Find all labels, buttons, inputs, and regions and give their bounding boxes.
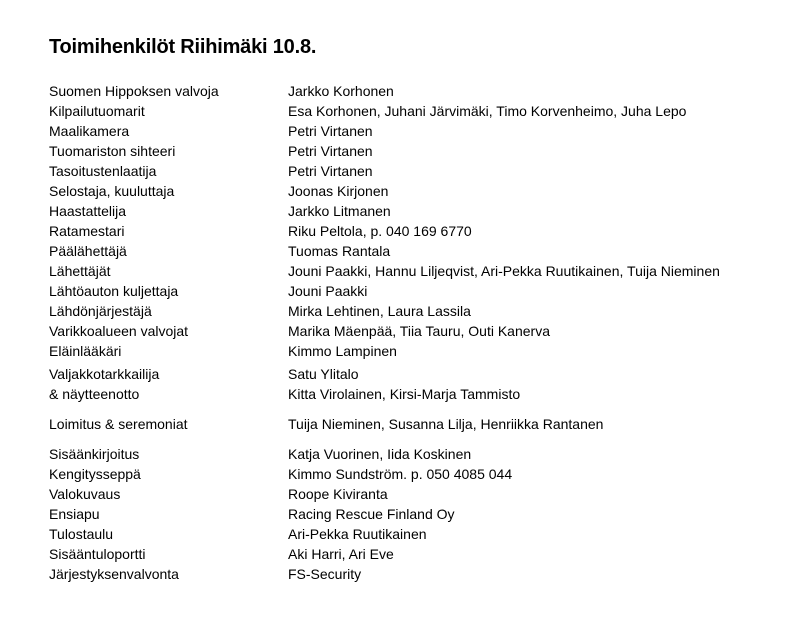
list-item	[49, 281, 789, 301]
person-names: Mirka Lehtinen, Laura Lassila	[288, 303, 471, 319]
person-names: Joonas Kirjonen	[288, 183, 389, 199]
role-label: Ratamestari	[49, 223, 125, 239]
list-item	[49, 301, 789, 321]
list-item	[49, 384, 789, 404]
person-names: Aki Harri, Ari Eve	[288, 546, 394, 562]
list-item	[49, 101, 789, 121]
person-names: Roope Kiviranta	[288, 486, 388, 502]
role-label: Valjakkotarkkailija	[49, 366, 160, 382]
role-label: Kengitysseppä	[49, 466, 141, 482]
list-item	[49, 341, 789, 361]
role-label: Suomen Hippoksen valvoja	[49, 83, 219, 99]
role-label: Tasoitustenlaatija	[49, 163, 157, 179]
list-item	[49, 181, 789, 201]
role-label: Ensiapu	[49, 506, 100, 522]
person-names: Racing Rescue Finland Oy	[288, 506, 455, 522]
person-names: Kitta Virolainen, Kirsi-Marja Tammisto	[288, 386, 521, 402]
list-item	[49, 121, 789, 141]
person-names: Marika Mäenpää, Tiia Tauru, Outi Kanerva	[288, 323, 550, 339]
list-item	[49, 444, 789, 464]
role-label: Maalikamera	[49, 123, 130, 139]
person-names: Kimmo Sundström. p. 050 4085 044	[288, 466, 513, 482]
role-label: Sisäänkirjoitus	[49, 446, 140, 462]
person-names: Petri Virtanen	[288, 163, 373, 179]
list-item	[49, 544, 789, 564]
role-label: Lähdönjärjestäjä	[49, 303, 152, 319]
role-label: Tulostaulu	[49, 526, 114, 542]
role-label: Valokuvaus	[49, 486, 121, 502]
list-item	[49, 364, 789, 384]
list-item	[49, 484, 789, 504]
list-item	[49, 504, 789, 524]
person-names: Jarkko Korhonen	[288, 83, 394, 99]
person-names: Tuija Nieminen, Susanna Lilja, Henriikka Rantanen	[288, 416, 604, 432]
role-label: Loimitus & seremoniat	[49, 416, 188, 432]
person-names: Petri Virtanen	[288, 123, 373, 139]
list-item	[49, 81, 789, 101]
person-names: Jarkko Litmanen	[288, 203, 391, 219]
person-names: Riku Peltola, p. 040 169 6770	[288, 223, 472, 239]
list-item	[49, 414, 789, 434]
role-label: Sisääntuloportti	[49, 546, 146, 562]
person-names: Esa Korhonen, Juhani Järvimäki, Timo Korvenheimo, Juha Lepo	[288, 103, 687, 119]
officials-list	[49, 81, 789, 584]
role-label: Tuomariston sihteeri	[49, 143, 176, 159]
role-label: Lähettäjät	[49, 263, 111, 279]
role-label: Kilpailutuomarit	[49, 103, 145, 119]
role-label: & näytteenotto	[49, 386, 140, 402]
person-names: Katja Vuorinen, Iida Koskinen	[288, 446, 472, 462]
person-names: Satu Ylitalo	[288, 366, 359, 382]
list-item	[49, 221, 789, 241]
person-names: Jouni Paakki, Hannu Liljeqvist, Ari-Pekka Ruutikainen, Tuija Nieminen	[288, 263, 720, 279]
person-names: Tuomas Rantala	[288, 243, 391, 259]
list-item	[49, 141, 789, 161]
person-names: Petri Virtanen	[288, 143, 373, 159]
list-item	[49, 464, 789, 484]
role-label: Lähtöauton kuljettaja	[49, 283, 179, 299]
role-label: Järjestyksenvalvonta	[49, 566, 179, 582]
list-item	[49, 321, 789, 341]
role-label: Haastattelija	[49, 203, 127, 219]
role-label: Eläinlääkäri	[49, 343, 122, 359]
list-item	[49, 241, 789, 261]
person-names: Jouni Paakki	[288, 283, 368, 299]
page-title: Toimihenkilöt Riihimäki 10.8.	[49, 36, 317, 58]
list-item	[49, 564, 789, 584]
person-names: Ari-Pekka Ruutikainen	[288, 526, 427, 542]
role-label: Varikkoalueen valvojat	[49, 323, 189, 339]
person-names: FS-Security	[288, 566, 362, 582]
person-names: Kimmo Lampinen	[288, 343, 397, 359]
list-item	[49, 161, 789, 181]
list-item	[49, 201, 789, 221]
role-label: Selostaja, kuuluttaja	[49, 183, 175, 199]
role-label: Päälähettäjä	[49, 243, 127, 259]
list-item	[49, 524, 789, 544]
list-item	[49, 261, 789, 281]
